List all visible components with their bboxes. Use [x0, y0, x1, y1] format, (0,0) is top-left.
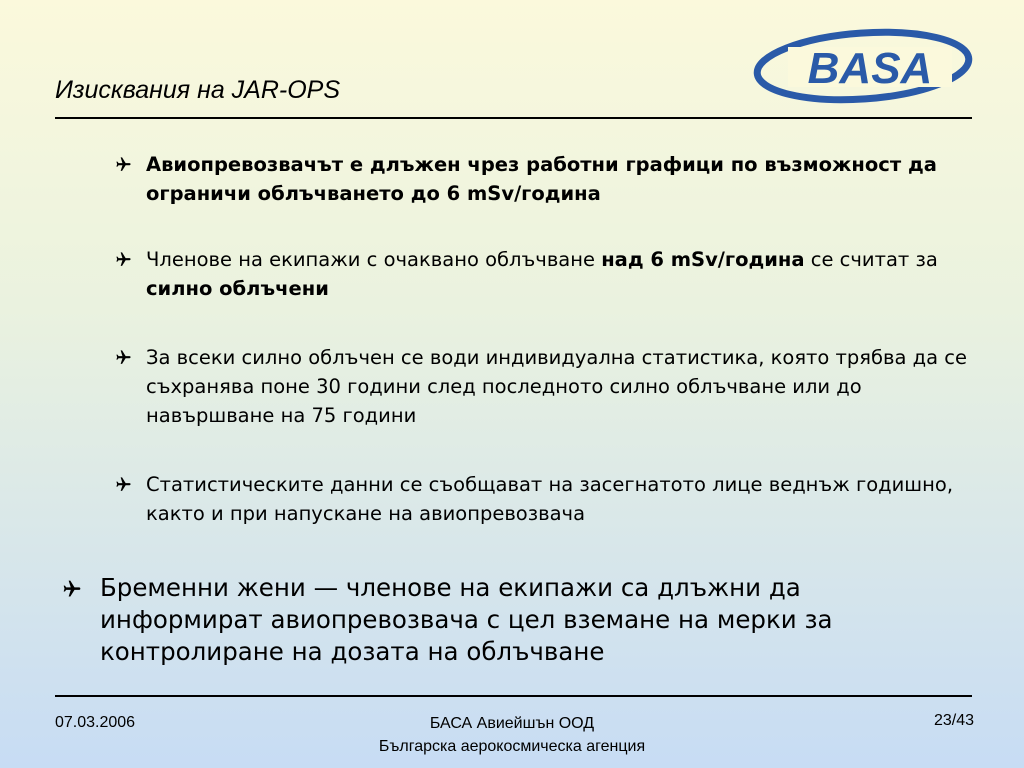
footer-date: 07.03.2006: [55, 714, 136, 731]
footer-agency: Българска аерокосмическа агенция: [378, 738, 646, 755]
slide-title: Изисквания на JAR-OPS: [55, 76, 341, 104]
footer-organization: [300, 712, 724, 758]
bullet-text-segment: силно облъчени: [146, 277, 329, 300]
basa-logo: [752, 23, 974, 105]
bullet-text: [146, 245, 975, 303]
bullet-item: [62, 572, 962, 668]
footer-divider: [55, 695, 972, 697]
bullet-text-segment: Членове на екипажи с очаквано облъчване: [146, 248, 602, 271]
bullet-item: [115, 343, 975, 430]
title-divider: [55, 117, 972, 119]
bullet-text: [100, 572, 962, 668]
footer-company: БАСА Авиейшън ООД: [429, 715, 595, 732]
bullet-item: [115, 470, 975, 528]
bullet-text: [146, 470, 975, 528]
logo-text: BASA: [807, 44, 933, 93]
airplane-icon: [115, 476, 139, 493]
bullet-text: [146, 150, 975, 208]
bullet-text-segment: над 6 mSv/година: [601, 248, 805, 271]
bullet-item: [115, 245, 975, 303]
bullet-text-segment: Статистическите данни се съобщават на засегнатото лице веднъж годишно, както и при напускане на авиопревозвача: [146, 473, 954, 525]
bullet-text: [146, 343, 975, 430]
bullet-text-segment: Бременни жени — членове на екипажи са длъжни да информират авиопревозвача с цел вземане на мерки за контролиране на дозата на облъчване: [100, 573, 833, 666]
bullet-text-segment: За всеки силно облъчен се води индивидуална статистика, която трябва да се съхранява поне 30 години след последното силно облъчване или до навършване на 75 години: [146, 346, 968, 427]
airplane-icon: [62, 579, 86, 599]
bullet-text-segment: се считат за: [804, 248, 938, 271]
airplane-icon: [115, 349, 139, 366]
page-number: 23/43: [933, 712, 974, 729]
bullet-text-segment: Авиопревозвачът е длъжен чрез работни графици по възможност да ограничи облъчването до 6 mSv/година: [146, 153, 937, 205]
airplane-icon: [115, 156, 139, 173]
bullet-item: [115, 150, 975, 208]
airplane-icon: [115, 251, 139, 268]
